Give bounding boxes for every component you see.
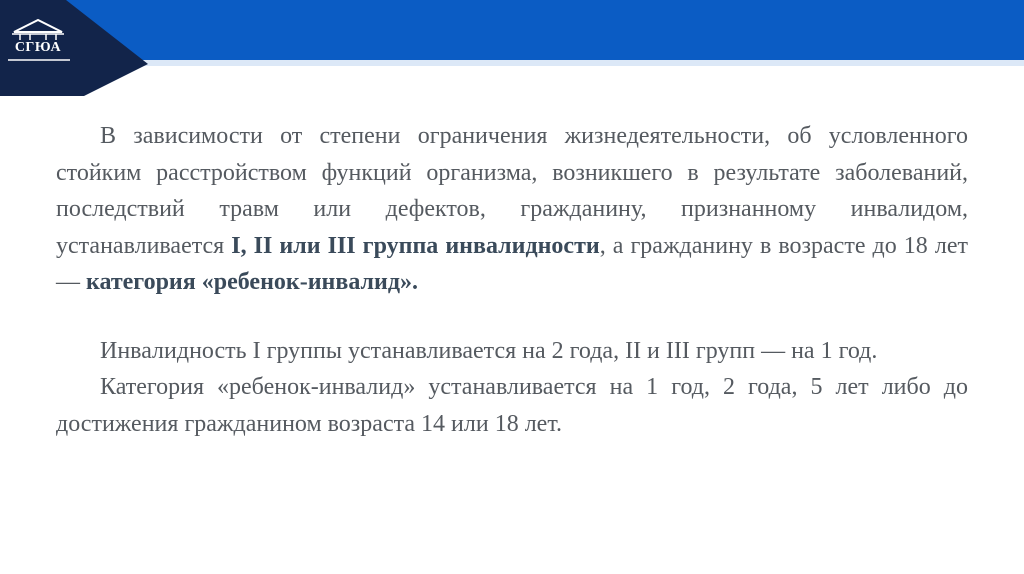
header-band	[0, 0, 1024, 96]
paragraph1-bold-groups: I, II или III группа инвалидности	[231, 232, 600, 259]
header-blue-stripe	[0, 0, 1024, 60]
header-light-line	[60, 60, 1024, 66]
paragraph1-bold-category: категория «ребенок-инвалид».	[86, 269, 418, 295]
paragraph-gap	[56, 301, 968, 333]
logo-underline	[8, 58, 70, 62]
paragraph1-text-middle: , а гражданину в возрасте до 18 лет —	[56, 232, 968, 295]
paragraph1-text-start: В зависимости от степени ограничения жизнедеятельности, об условленного стойким расстройством функций организма, возникшего в результате заболеваний, последствий травм или дефектов, гражданину, признанному инвалидом, устанавливается	[56, 123, 968, 259]
paragraph-child-category-duration: Категория «ребенок-инвалид» устанавливается на 1 год, 2 года, 5 лет либо до достижения гражданином возраста 14 или 18 лет.	[56, 374, 968, 437]
slide-content	[56, 118, 968, 442]
paragraph-disability-groups	[56, 118, 968, 301]
paragraph-group-duration: Инвалидность I группы устанавливается на 2 года, II и III групп — на 1 год.	[100, 337, 878, 364]
logo-text: СГЮА	[14, 40, 62, 55]
